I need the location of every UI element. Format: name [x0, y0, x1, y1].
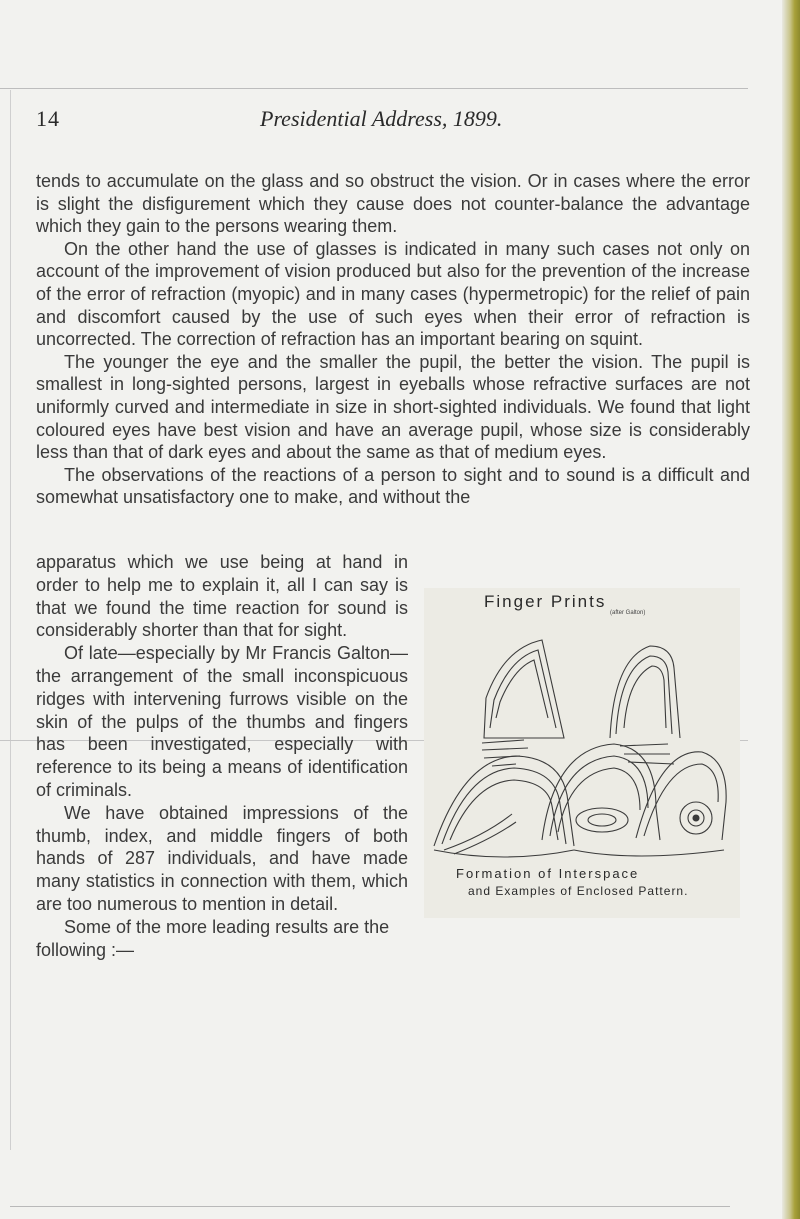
wrapped-text-column — [36, 551, 408, 961]
page-edge — [782, 0, 800, 1219]
running-head — [0, 106, 800, 136]
bottom-rule — [10, 1206, 730, 1207]
running-title: Presidential Address, 1899. — [260, 106, 503, 131]
paragraph: apparatus which we use being at hand in order to help me to explain it, all I can say is that we found the time reaction for sound is considerably shorter than that for sight. — [36, 552, 408, 641]
paragraph: Of late—especially by Mr Francis Galton—the arrangement of the small inconspicuous ridges with intervening furrows visible on the skin of the pulps of the thumbs and fingers has been investigated, especially with reference to its being a means of identification of criminals. — [36, 643, 408, 800]
paragraph: tends to accumulate on the glass and so obstruct the vision. Or in cases where the error is slight the disfigurement which they cause does not counter-balance the advantage which they gain to the persons wearing them. — [36, 171, 750, 237]
paragraph: We have obtained impressions of the thumb, index, and middle fingers of both hands of 287 individuals, and have made many statistics in connection with them, which are too numerous to mention in detail. — [36, 802, 408, 914]
paragraph: Some of the more leading results are the following :— — [36, 916, 390, 960]
frame-line — [0, 88, 748, 89]
page-number: 14 — [36, 106, 60, 131]
paragraph: The observations of the reactions of a person to sight and to sound is a difficult and somewhat unsatisfactory one to make, and without the — [36, 464, 750, 508]
paragraph: The younger the eye and the smaller the pupil, the better the vision. The pupil is smallest in long-sighted persons, largest in eyeballs whose refractive surfaces are not uniformly curved and intermediate in size in short-sighted individuals. We found that light coloured eyes have best vision and have an average pupil, whose size is considerably less than that of dark eyes and about the same as that of medium eyes. — [36, 351, 750, 463]
figure-title: Finger Prints — [484, 592, 607, 611]
figure-subtitle: (after Galton) — [610, 610, 646, 616]
figure-caption: and Examples of Enclosed Pattern. — [468, 884, 689, 898]
body-text — [36, 170, 750, 509]
finger-prints-figure — [424, 588, 740, 918]
figure-caption: Formation of Interspace — [456, 866, 640, 881]
paragraph: On the other hand the use of glasses is indicated in many such cases not only on account of the improvement of vision produced but also for the prevention of the increase of the error of refraction (myopic) and in many cases (hypermetropic) for the relief of pain and discomfort caused by the use of such eyes when their error of refraction is uncorrected. The correction of refraction has an important bearing on squint. — [36, 238, 750, 350]
frame-line — [10, 90, 11, 1150]
